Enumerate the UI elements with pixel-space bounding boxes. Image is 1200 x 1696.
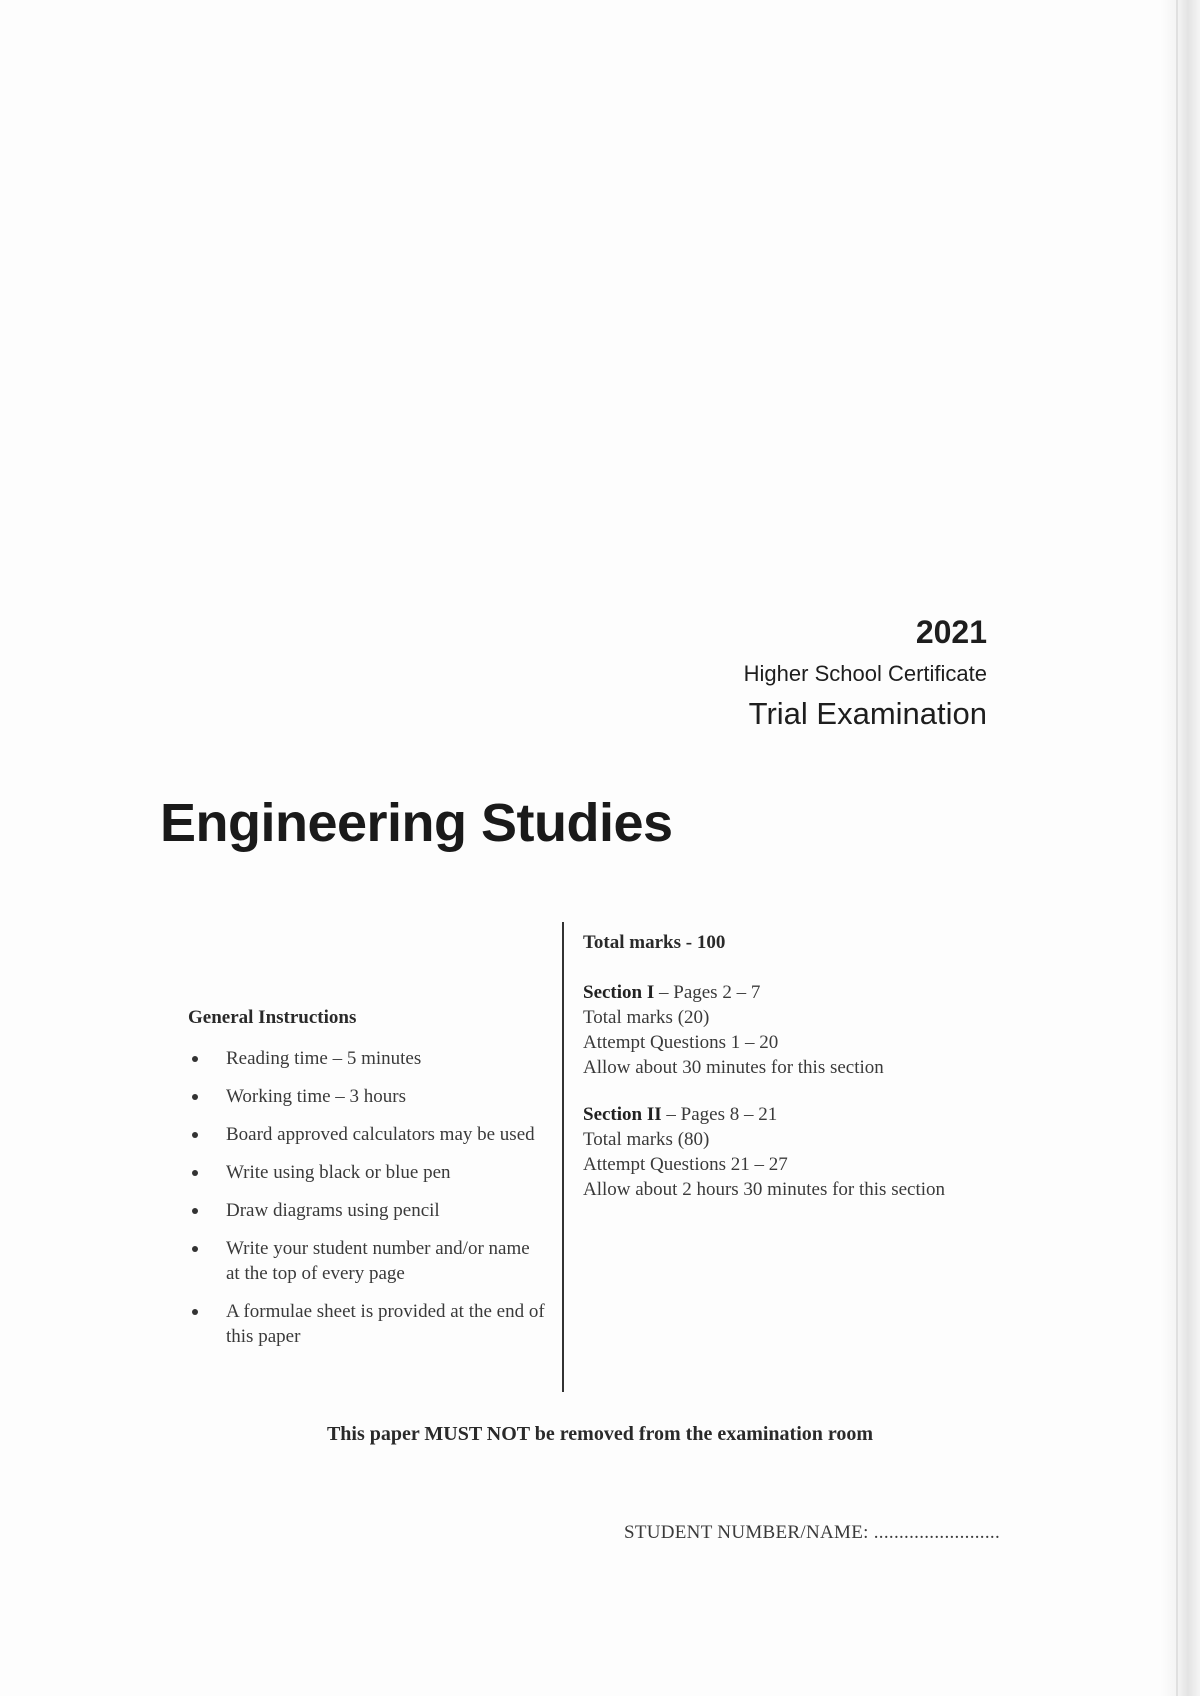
student-number-field: STUDENT NUMBER/NAME: ......................... [623, 1522, 1000, 1543]
section-1-pages: – Pages 2 – 7 [659, 982, 761, 1003]
instruction-text: Write your student number and/or name at the top of every page [226, 1238, 530, 1284]
bullet-icon [192, 1056, 198, 1062]
bullet-icon [192, 1094, 198, 1100]
instruction-text: Draw diagrams using pencil [226, 1200, 440, 1221]
total-marks: Total marks - 100 [583, 932, 726, 953]
general-instructions [188, 1005, 548, 1362]
section-2-title: Section II [583, 1104, 662, 1125]
section-1-total: Total marks (20) [583, 1007, 710, 1028]
bullet-icon [192, 1132, 198, 1138]
instruction-text: A formulae sheet is provided at the end of this paper [226, 1301, 545, 1347]
instruction-text: Board approved calculators may be used [226, 1124, 535, 1145]
exam-year: 2021 [915, 614, 987, 650]
instruction-item [188, 1122, 548, 1147]
instruction-item [188, 1160, 548, 1185]
bullet-icon [192, 1309, 198, 1315]
section-1-title: Section I [583, 982, 655, 1003]
section-2-attempt: Attempt Questions 21 – 27 [583, 1154, 788, 1175]
instruction-item [188, 1046, 548, 1071]
subject-title: Engineering Studies [160, 793, 673, 853]
bullet-icon [192, 1208, 198, 1214]
instruction-text: Reading time – 5 minutes [226, 1048, 422, 1069]
instruction-item [188, 1198, 548, 1223]
section-1-title-line [583, 980, 1033, 1005]
instruction-text: Write using black or blue pen [226, 1162, 451, 1183]
instructions-list [188, 1046, 548, 1349]
section-1-time: Allow about 30 minutes for this section [583, 1057, 884, 1078]
section-2-time: Allow about 2 hours 30 minutes for this section [583, 1179, 946, 1200]
exam-certificate: Higher School Certificate [743, 661, 987, 686]
bullet-icon [192, 1246, 198, 1252]
instruction-item [188, 1299, 548, 1349]
marks-info [583, 930, 1033, 1224]
section-2-pages: – Pages 8 – 21 [666, 1104, 778, 1125]
bullet-icon [192, 1170, 198, 1176]
instruction-text: Working time – 3 hours [226, 1086, 407, 1107]
column-divider [562, 922, 564, 1392]
section-2 [583, 1102, 1033, 1202]
instruction-item [188, 1236, 548, 1286]
exam-type: Trial Examination [748, 696, 987, 731]
section-2-total: Total marks (80) [583, 1129, 710, 1150]
section-1-attempt: Attempt Questions 1 – 20 [583, 1032, 779, 1053]
section-2-title-line [583, 1102, 1033, 1127]
instructions-heading: General Instructions [188, 1007, 357, 1028]
section-1 [583, 980, 1033, 1080]
exam-header [744, 612, 987, 734]
instruction-item [188, 1084, 548, 1109]
removal-warning: This paper MUST NOT be removed from the examination room [326, 1423, 874, 1445]
